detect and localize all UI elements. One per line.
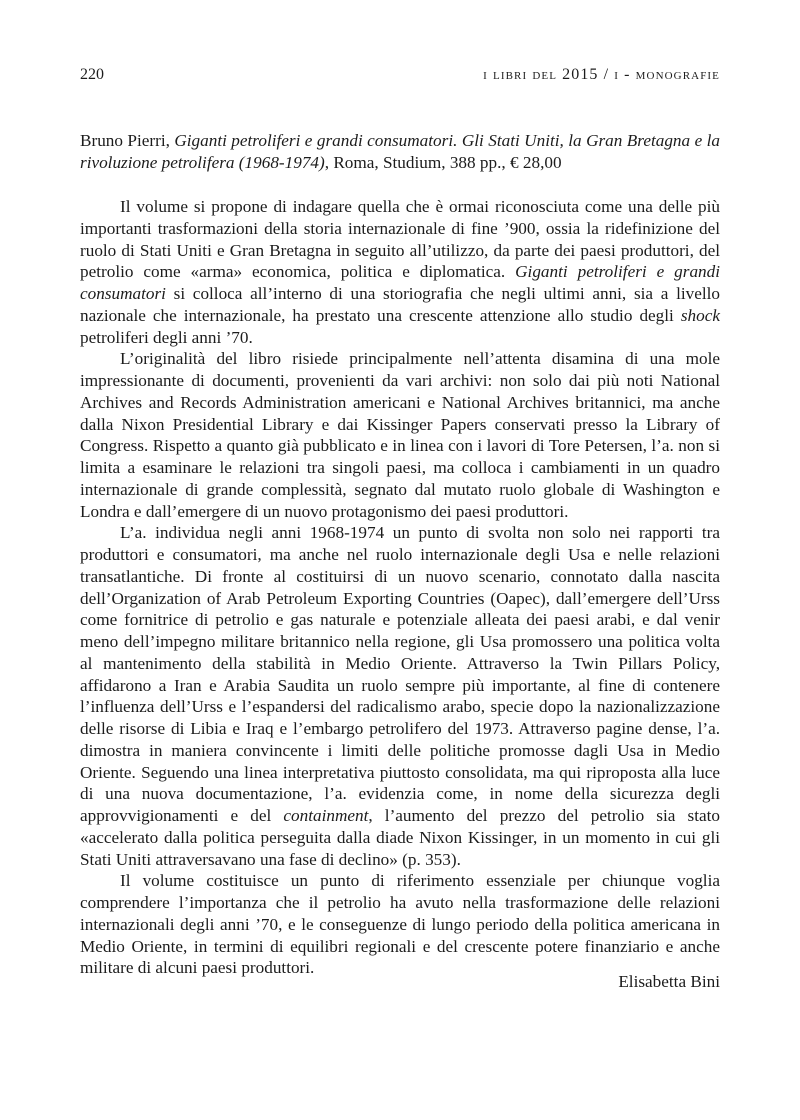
paragraph-1	[80, 196, 720, 348]
paragraph-text: L’a. individua negli anni 1968-1974 un punto di svolta non solo nei rapporti tra produttori e consumatori, ma anche nel ruolo internazionale degli Usa e nelle relazioni transatlantiche. Di fronte al costituirsi di un nuovo scenario, connotato dalla nascita dell’Organization of Arab Petroleum Exporting Countries (Oapec), dall’emergere dell’Urss come fornitrice di petrolio e gas naturale e potenziale alleata dei paesi arabi, e dal venir meno dell’impegno militare britannico nella regione, gli Usa promossero una politica volta al mantenimento della stabilità in Medio Oriente. Attraverso la Twin Pillars Policy, affidarono a Iran e Arabia Saudita un ruolo sempre più importante, al fine di contenere l’influenza dell’Urss e l’espandersi del radicalismo arabo, specie dopo la nazionalizzazione delle risorse di Libia e Iraq e l’embargo petrolifero del 1973. Attraverso pagine dense, l’a. dimostra in maniera convincente i limiti delle politiche promosse dagli Usa in Medio Oriente. Seguendo una linea interpretativa piuttosto consolidata, ma qui riproposta alla luce di una nuova documentazione, l’a. evidenzia come, in nome della sicurezza degli approvvigionamenti e del	[80, 523, 720, 825]
paragraph-text: Il volume si propone di indagare quella che è ormai riconosciuta come una delle più importanti trasformazioni della storia internazionale di fine ’900, ossia la ridefinizione del ruolo di Stati Uniti e Gran Bretagna in seguito all’utilizzo, da parte dei paesi produttori, del petrolio come «arma» economica, politica e diplomatica.	[80, 197, 720, 282]
paragraph-3	[80, 522, 720, 870]
paragraph-text: petroliferi degli anni ’70.	[80, 327, 253, 347]
paragraph-4: Il volume costituisce un punto di riferimento essenziale per chiunque voglia comprendere l’importanza che il petrolio ha avuto nella trasformazione delle relazioni internazionali degli anni ’70, e le conseguenze di lungo periodo della politica americana in Medio Oriente, in termini di equilibri regionali e del crescente potere finanziario e anche militare di alcuni paesi produttori.	[80, 871, 720, 978]
page-header	[80, 66, 720, 88]
review-body	[80, 196, 720, 979]
page-number: 220	[80, 66, 104, 83]
paragraph-text: si colloca all’interno di una storiografia che negli ultimi anni, sia a livello nazionale che internazionale, ha prestato una crescente attenzione allo studio degli	[80, 284, 720, 325]
book-citation	[80, 130, 720, 175]
paragraph-2: L’originalità del libro risiede principalmente nell’attenta disamina di una mole impressionante di documenti, provenienti da vari archivi: non solo dai più noti National Archives and Records Administration americani e National Archives britannici, ma anche dalla Nixon Presidential Library e dai Kissinger Papers conservati presso la Library of Congress. Rispetto a quanto già pubblicato e in linea con i lavori di Tore Petersen, l’a. non si limita a esaminare le relazioni tra singoli paesi, ma colloca i cambiamenti in un quadro internazionale di grande complessità, segnato dal mutato ruolo globale di Washington e Londra e dall’emergere di un nuovo protagonismo dei paesi produttori.	[80, 349, 720, 521]
book-title-italic: Giganti petroliferi e grandi consumatori	[80, 262, 721, 303]
paragraph-text: , l’aumento del prezzo del petrolio sia stato «accelerato dalla politica perseguita dalla diade Nixon Kissinger, in un momento in cui gli Stati Uniti attraversavano una fase di declino» (p. 353).	[80, 806, 720, 869]
term-italic: containment	[283, 806, 369, 825]
citation-author: Bruno Pierri,	[80, 131, 175, 150]
reviewer-signature: Elisabetta Bini	[618, 972, 720, 991]
running-head: i libri del 2015 / i - monografie	[483, 66, 720, 83]
citation-title: Giganti petroliferi e grandi consumatori. Gli Stati Uniti, la Gran Bretagna e la rivoluzione petrolifera (1968-1974)	[80, 131, 721, 173]
citation-details: , Roma, Studium, 388 pp., € 28,00	[324, 153, 562, 173]
term-italic: shock	[680, 305, 720, 325]
